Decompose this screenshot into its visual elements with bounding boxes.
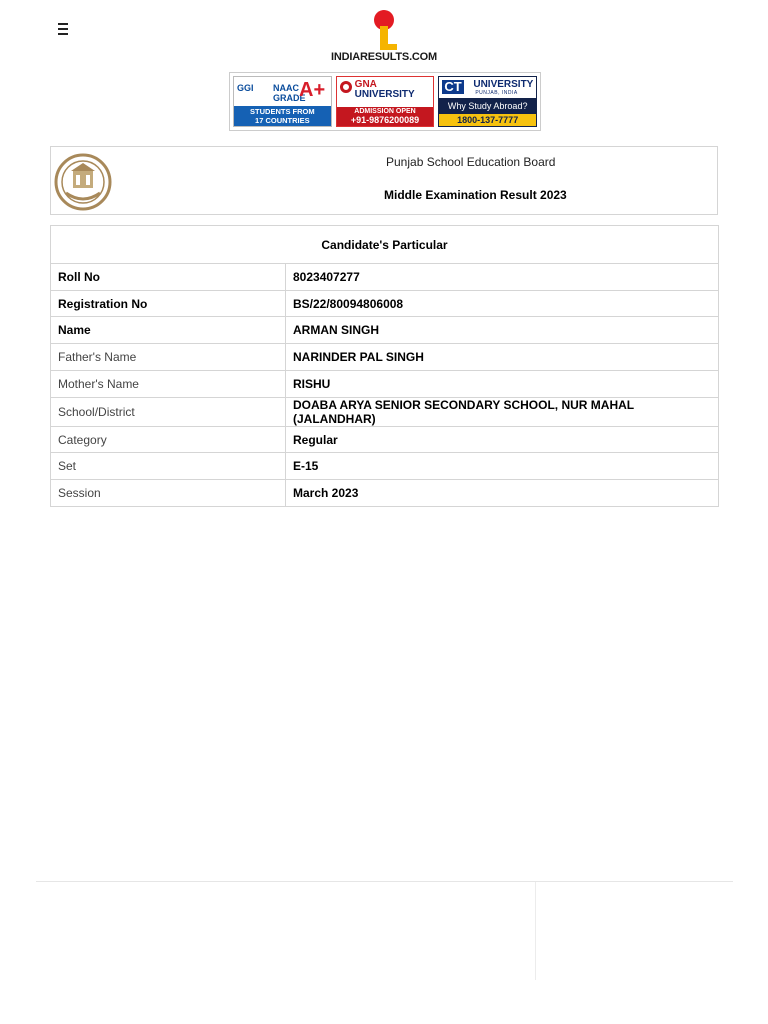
table-heading-row bbox=[51, 226, 719, 264]
pseb-emblem-icon bbox=[54, 153, 112, 211]
ad-ct-tagline: Why Study Abroad? bbox=[447, 101, 528, 111]
table-row bbox=[51, 317, 719, 344]
footer-divider bbox=[36, 881, 733, 882]
site-logo[interactable] bbox=[328, 8, 440, 66]
result-title: Middle Examination Result 2023 bbox=[384, 188, 567, 202]
row-label: Registration No bbox=[51, 291, 286, 317]
ad-ggi-name: GGI bbox=[237, 83, 254, 93]
row-label: Session bbox=[51, 480, 286, 507]
result-header bbox=[50, 146, 718, 215]
row-value: NARINDER PAL SINGH bbox=[286, 344, 719, 371]
ad-ggi-bar-line2: 17 COUNTRIES bbox=[255, 116, 310, 125]
ad-gna-admission: ADMISSION OPEN bbox=[337, 107, 434, 116]
ad-ct-brand: CT bbox=[444, 79, 462, 94]
candidate-particulars-table bbox=[50, 225, 719, 507]
table-row bbox=[51, 480, 719, 507]
ad-ct-university: UNIVERSITY bbox=[473, 79, 534, 90]
logo-text: INDIARESULTS.COM bbox=[331, 51, 437, 63]
table-row bbox=[51, 398, 719, 427]
board-name: Punjab School Education Board bbox=[386, 155, 556, 169]
ad-ct-sub: PUNJAB, INDIA bbox=[475, 90, 518, 96]
table-row bbox=[51, 453, 719, 480]
gna-logo-icon bbox=[340, 81, 352, 93]
row-value: ARMAN SINGH bbox=[286, 317, 719, 344]
row-value: E-15 bbox=[286, 453, 719, 480]
ad-ggi[interactable] bbox=[233, 76, 332, 127]
row-label: Roll No bbox=[51, 264, 286, 291]
ad-ggi-naac: NAAC GRADE bbox=[273, 83, 306, 103]
footer-column-separator bbox=[535, 882, 536, 980]
row-value: 8023407277 bbox=[286, 264, 719, 291]
ad-gna-name: GNA bbox=[354, 79, 377, 90]
table-row bbox=[51, 427, 719, 453]
row-value: Regular bbox=[286, 427, 719, 453]
ad-ggi-grade: A+ bbox=[299, 79, 326, 101]
ad-ggi-bar bbox=[234, 106, 331, 126]
row-value: DOABA ARYA SENIOR SECONDARY SCHOOL, NUR MAHAL (JALANDHAR) bbox=[286, 398, 719, 427]
row-label: Name bbox=[51, 317, 286, 344]
row-value: BS/22/80094806008 bbox=[286, 291, 719, 317]
row-label: Father's Name bbox=[51, 344, 286, 371]
row-value: March 2023 bbox=[286, 480, 719, 507]
ad-ct-phone: 1800-137-7777 bbox=[439, 114, 536, 126]
ad-banner-strip bbox=[229, 72, 541, 131]
table-heading: Candidate's Particular bbox=[51, 226, 719, 264]
ad-gna[interactable] bbox=[336, 76, 435, 127]
ad-ct[interactable] bbox=[438, 76, 537, 127]
logo-mark-icon bbox=[369, 8, 399, 50]
table-row bbox=[51, 291, 719, 317]
row-label: Set bbox=[51, 453, 286, 480]
row-label: Category bbox=[51, 427, 286, 453]
hamburger-menu-icon[interactable] bbox=[56, 20, 74, 38]
table-row bbox=[51, 264, 719, 291]
ad-gna-university: UNIVERSITY bbox=[354, 89, 415, 100]
ad-gna-phone: +91-9876200089 bbox=[337, 115, 434, 126]
row-label: School/District bbox=[51, 398, 286, 427]
table-row bbox=[51, 371, 719, 398]
row-label: Mother's Name bbox=[51, 371, 286, 398]
ad-ggi-bar-line1: STUDENTS FROM bbox=[250, 107, 315, 116]
table-row bbox=[51, 344, 719, 371]
row-value: RISHU bbox=[286, 371, 719, 398]
